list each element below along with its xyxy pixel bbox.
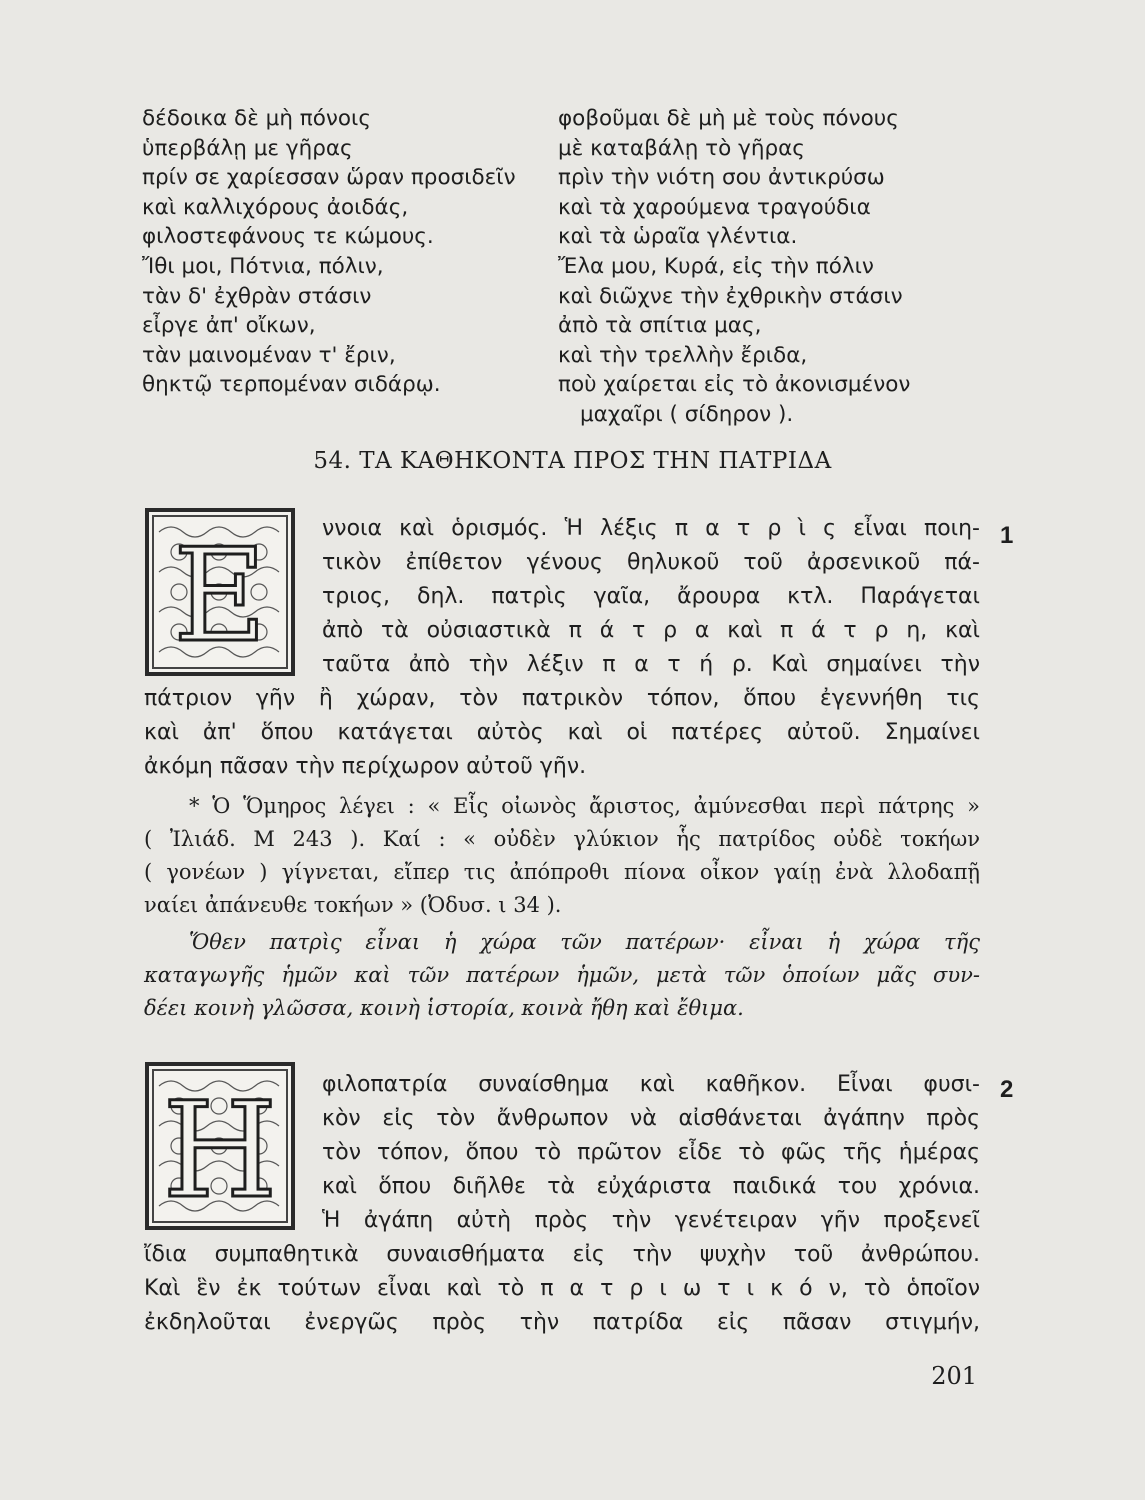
poem-line: τὰν δ' ἐχθρὰν στάσιν [142, 283, 372, 309]
poem-line: θηκτῷ τερπομέναν σιδάρῳ. [142, 372, 441, 398]
section-heading: 54. ΤΑ ΚΑΘΗΚΟΝΤΑ ΠΡΟΣ ΤΗΝ ΠΑΤΡΙΔΑ [313, 448, 832, 474]
svg-text:H: H [162, 1074, 278, 1226]
quote-line: ( γονέων ) γίγνεται, εἴπερ τις ἀπόπροθι πίονα οἶκον γαίῃ ἐνὰ λλοδαπῇ [144, 860, 980, 884]
paragraph-line: ταῦτα ἀπὸ τὴν λέξιν π α τ ή ρ. Καὶ σημαίνει τὴν [322, 652, 980, 677]
paragraph-line: ἀκόμη πᾶσαν τὴν περίχωρον αὐτοῦ γῆν. [144, 754, 587, 779]
poem-line: τὰν μαινομέναν τ' ἔριν, [142, 342, 396, 368]
poem-line: μὲ καταβάλῃ τὸ γῆρας [558, 135, 805, 161]
poem-line: φιλοστεφάνους τε κώμους. [142, 224, 434, 250]
paragraph-line: τικὸν ἐπίθετον γένους θηλυκοῦ τοῦ ἀρσενικοῦ πά- [322, 550, 980, 575]
paragraph-line: Καὶ ἓν ἐκ τούτων εἶναι καὶ τὸ π α τ ρ ι ω τ ι κ ό ν, τὸ ὁποῖον [144, 1276, 980, 1301]
quote-line: ναίει ἀπάνευθε τοκήων » (Ὀδυσ. ι 34 ). [144, 893, 562, 917]
quote-line: * Ὁ Ὅμηρος λέγει : « Εἷς οἰωνὸς ἄριστος, ἀμύνεσθαι περὶ πάτρης » [189, 794, 980, 818]
homer-quote [144, 790, 980, 922]
paragraph-line: ννοια καὶ ὁρισμός. Ἡ λέξις π α τ ρ ὶ ς εἶναι ποιη- [322, 516, 980, 541]
paragraph-line: καὶ ἀπ' ὅπου κατάγεται αὐτὸς καὶ οἱ πατέρες αὐτοῦ. Σημαίνει [144, 720, 980, 745]
poem-line: μαχαῖρι ( σίδηρον ). [580, 401, 794, 427]
poem-line: Ἴθι μοι, Πότνια, πόλιν, [142, 253, 384, 279]
poem-line: πρὶν τὴν νιότη σου ἀντικρύσω [558, 165, 885, 191]
paragraph-line: φιλοπατρία συναίσθημα καὶ καθῆκον. Εἶναι φυσι- [322, 1072, 980, 1097]
quote-line: ( Ἰλιάδ. Μ 243 ). Καί : « οὐδὲν γλύκιον ἧς πατρίδος οὐδὲ τοκήων [144, 827, 980, 851]
poem-translation [558, 104, 958, 430]
poem-line: ποὺ χαίρεται εἰς τὸ ἀκονισμένον [558, 372, 911, 398]
paragraph-line: τριος, δηλ. πατρὶς γαῖα, ἄρουρα κτλ. Παράγεται [322, 584, 980, 609]
poem-line: φοβοῦμαι δὲ μὴ μὲ τοὺς πόνους [558, 106, 899, 131]
poem-line: καὶ τὰ χαρούμενα τραγούδια [558, 194, 871, 220]
poem-line: Ἔλα μου, Κυρά, εἰς τὴν πόλιν [558, 253, 874, 279]
paragraph-line: καὶ ὅπου διῆλθε τὰ εὐχάριστα παιδικά του χρόνια. [322, 1174, 980, 1199]
paragraph-definition [144, 512, 980, 784]
paragraph-line: ἀπὸ τὰ οὐσιαστικὰ π ά τ ρ α καὶ π ά τ ρ η, καὶ [322, 618, 980, 643]
paragraph-line: κὸν εἰς τὸν ἄνθρωπον νὰ αἰσθάνεται ἀγάπην πρὸς [322, 1106, 980, 1131]
svg-text:E: E [173, 522, 267, 671]
definition-italic [144, 926, 980, 1025]
margin-number: 1 [1000, 522, 1014, 549]
definition-line: Ὅθεν πατρὶς εἶναι ἡ χώρα τῶν πατέρων· εἶναι ἡ χώρα τῆς [189, 930, 980, 954]
paragraph-line: ἴδια συμπαθητικὰ συναισθήματα εἰς τὴν ψυχὴν τοῦ ἀνθρώπου. [144, 1242, 980, 1267]
poem-line: καὶ διῶχνε τὴν ἐχθρικὴν στάσιν [558, 283, 903, 309]
poem-line: καὶ καλλιχόρους ἀοιδάς, [142, 194, 409, 220]
poem-line: δέδοικα δὲ μὴ πόνοις [142, 106, 371, 131]
poem-line: ἀπὸ τὰ σπίτια μας, [558, 313, 762, 339]
poem-line: καὶ τὴν τρελλὴν ἔριδα, [558, 342, 808, 368]
paragraph-line: Ἡ ἀγάπη αὐτὴ πρὸς τὴν γενέτειραν γῆν προξενεῖ [322, 1208, 980, 1233]
margin-number: 2 [1000, 1076, 1014, 1103]
paragraph-line: τὸν τόπον, ὅπου τὸ πρῶτον εἶδε τὸ φῶς τῆς ἡμέρας [322, 1140, 980, 1165]
definition-line: δέει κοινὴ γλῶσσα, κοινὴ ἱστορία, κοινὰ ἤθη καὶ ἔθιμα. [144, 996, 744, 1020]
poem-line: πρίν σε χαρίεσσαν ὥραν προσιδεῖν [142, 165, 516, 191]
poem-original [142, 104, 542, 400]
paragraph-patriotism [144, 1068, 980, 1340]
poem-line: εἶργε ἀπ' οἴκων, [142, 313, 316, 339]
page-number: 201 [931, 1362, 977, 1390]
definition-line: καταγωγῆς ἡμῶν καὶ τῶν πατέρων ἡμῶν, μετὰ τῶν ὁποίων μᾶς συν- [144, 963, 980, 987]
poem-line: καὶ τὰ ὡραῖα γλέντια. [558, 224, 798, 250]
paragraph-line: πάτριον γῆν ἢ χώραν, τὸν πατρικὸν τόπον, ὅπου ἐγεννήθη τις [144, 686, 980, 711]
poem-line: ὑπερβάλῃ με γῆρας [142, 135, 353, 161]
paragraph-line: ἐκδηλοῦται ἐνεργῶς πρὸς τὴν πατρίδα εἰς πᾶσαν στιγμήν, [144, 1310, 980, 1335]
